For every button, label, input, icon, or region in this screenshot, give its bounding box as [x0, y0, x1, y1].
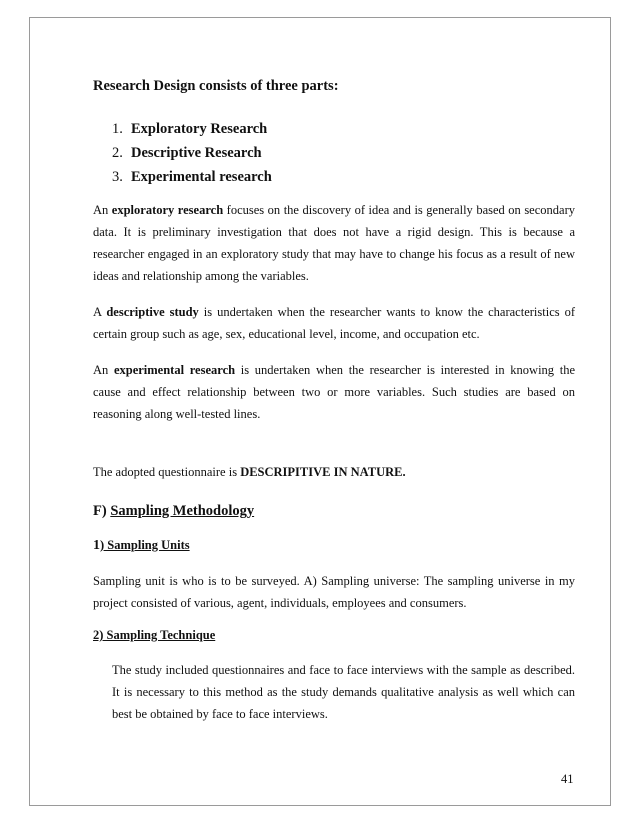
descriptive-paragraph — [93, 301, 575, 345]
research-design-heading: Research Design consists of three parts: — [93, 78, 339, 94]
adopted-questionnaire-line — [93, 461, 575, 483]
para-body: is undertaken when the researcher is interested in knowing the cause and effect relationship between two or more variables. Such studies are based on reasoning along well-tested lines. — [93, 363, 575, 421]
adopted-bold: DESCRIPITIVE IN NATURE. — [240, 465, 406, 479]
para-bold-term: descriptive study — [106, 305, 199, 319]
para-lead: A — [93, 305, 107, 319]
para-lead: An — [93, 203, 112, 217]
list-text: Experimental research — [131, 169, 272, 185]
sampling-units-paragraph: Sampling unit is who is to be surveyed. A) Sampling universe: The sampling universe in my project consisted of various, agent, individuals, employees and consumers. — [93, 574, 575, 610]
list-number: 1. — [112, 121, 123, 137]
list-item — [112, 117, 575, 141]
section-f-heading — [93, 503, 575, 520]
page-content — [93, 78, 575, 725]
experimental-paragraph — [93, 359, 575, 425]
list-item — [112, 165, 575, 189]
exploratory-paragraph — [93, 199, 575, 287]
list-text: Exploratory Research — [131, 121, 268, 137]
section-f-title: Sampling Methodology — [110, 503, 255, 519]
list-text: Descriptive Research — [131, 145, 262, 161]
sampling-units-heading — [93, 538, 575, 554]
para-bold-term: experimental research — [113, 363, 236, 377]
research-design-list — [93, 117, 575, 189]
sampling-units-number: 1 — [93, 538, 100, 553]
adopted-lead: The adopted questionnaire is — [93, 465, 241, 479]
sampling-units-title: ) Sampling Units — [100, 538, 190, 552]
page-number: 41 — [561, 772, 574, 786]
list-number: 3. — [112, 169, 123, 185]
list-number: 2. — [112, 145, 123, 161]
list-item — [112, 141, 575, 165]
para-body: focuses on the discovery of idea and is generally based on secondary data. It is preliminary investigation that does not have a rigid design. This is because a researcher engaged in an exploratory study that may have to change his focus as a result of new ideas and relationship among the variables. — [93, 203, 575, 283]
section-f-prefix: F) — [93, 503, 111, 519]
para-lead: An — [93, 363, 114, 377]
para-bold-term: exploratory research — [111, 203, 224, 217]
sampling-technique-paragraph: The study included questionnaires and face to face interviews with the sample as described. It is necessary to this method as the study demands qualitative analysis as well which can best be obtained by face to face interviews. — [112, 663, 575, 721]
sampling-technique-heading: 2) Sampling Technique — [93, 628, 216, 642]
para-body: is undertaken when the researcher wants to know the characteristics of certain group such as age, sex, educational level, income, and occupation etc. — [93, 305, 576, 341]
